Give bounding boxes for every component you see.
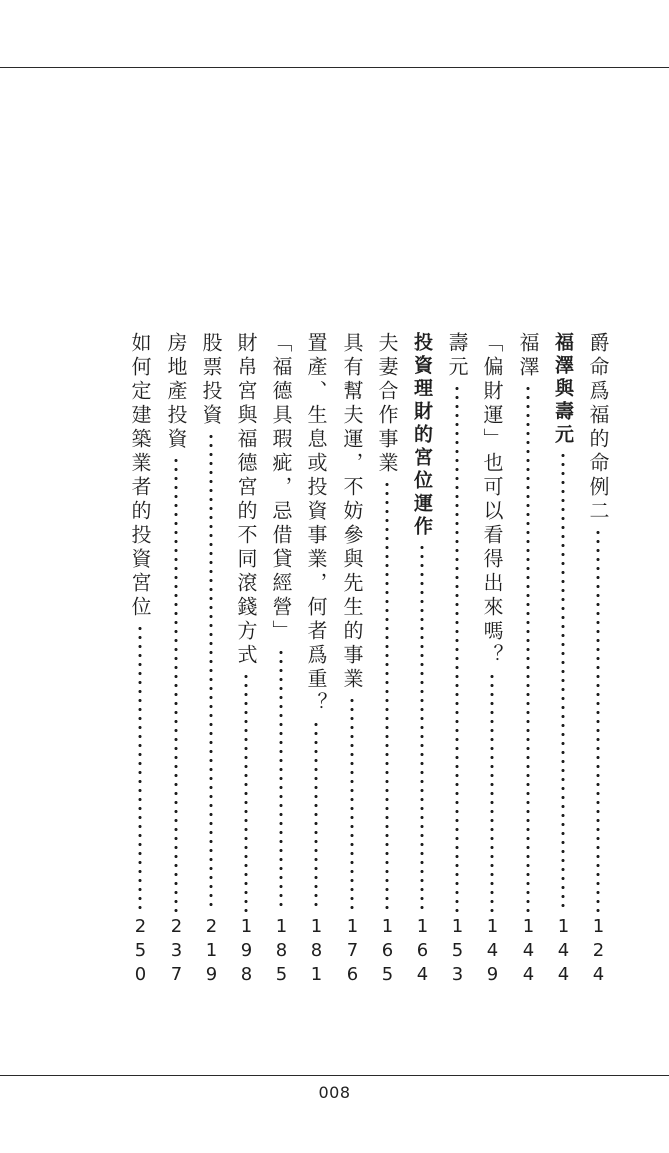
dot-leader: [138, 624, 142, 912]
toc-entry-title: 爵命爲福的命例二: [586, 332, 610, 524]
toc-entry-title: 「偏財運」也可以看得出來嗎？: [480, 332, 504, 668]
dot-leader: [596, 528, 600, 912]
toc-entry: [372, 332, 402, 988]
toc-entry: [477, 332, 507, 988]
dot-leader: [350, 696, 354, 912]
toc-page-number: 144: [518, 916, 539, 988]
toc-page-number: 198: [236, 916, 257, 988]
toc-entry-title: 置產、生息或投資事業，何者爲重？: [304, 332, 328, 716]
toc-entry: [442, 332, 472, 988]
toc-entry: [266, 332, 296, 988]
toc-entry-title: 壽元: [445, 332, 469, 380]
toc-page-number: 185: [271, 916, 292, 988]
dot-leader: [209, 432, 213, 912]
toc-page-number: 181: [306, 916, 327, 988]
dot-leader: [314, 720, 318, 912]
toc-entry-title: 夫妻合作事業: [375, 332, 399, 476]
toc-entry: [125, 332, 155, 988]
toc-section-heading: 投資理財的宮位運作: [411, 332, 433, 539]
toc-page-number: 124: [588, 916, 609, 988]
toc-page-number: 237: [166, 916, 187, 988]
toc-page-number: 144: [553, 916, 574, 988]
dot-leader: [561, 451, 565, 912]
toc-entry-title: 如何定建築業者的投資宮位: [128, 332, 152, 620]
toc-entry-title: 福澤: [516, 332, 540, 380]
dot-leader: [455, 384, 459, 912]
toc-section-heading: 福澤與壽元: [552, 332, 574, 447]
toc-entry: [407, 332, 437, 988]
dot-leader: [385, 480, 389, 912]
bottom-rule: [0, 1075, 669, 1076]
dot-leader: [490, 672, 494, 912]
toc-entry-title: 「福德具瑕疵，忌借貸經營」: [269, 332, 293, 644]
toc-entry-title: 具有幫夫運，不妨參與先生的事業: [340, 332, 364, 692]
page-number: 008: [318, 1083, 351, 1102]
toc-entry-title: 股票投資: [199, 332, 223, 428]
dot-leader: [244, 672, 248, 912]
toc-page-number: 153: [447, 916, 468, 988]
dot-leader: [420, 543, 424, 912]
toc-page-number: 219: [201, 916, 222, 988]
toc-entry: [231, 332, 261, 988]
dot-leader: [279, 648, 283, 912]
dot-leader: [526, 384, 530, 912]
toc-entry-title: 房地產投資: [164, 332, 188, 452]
toc-entry: [337, 332, 367, 988]
toc-entry: [161, 332, 191, 988]
toc-page-number: 250: [130, 916, 151, 988]
toc-page-number: 164: [412, 916, 433, 988]
toc-page-number: 149: [482, 916, 503, 988]
toc-entry: [196, 332, 226, 988]
toc-entry-title: 財帛宮與福德宮的不同滾錢方式: [234, 332, 258, 668]
toc-entry: [583, 332, 613, 988]
toc-entry: [301, 332, 331, 988]
toc-page-number: 176: [342, 916, 363, 988]
toc-entry: [513, 332, 543, 988]
toc-page-number: 165: [377, 916, 398, 988]
toc-entry: [548, 332, 578, 988]
dot-leader: [174, 456, 178, 912]
